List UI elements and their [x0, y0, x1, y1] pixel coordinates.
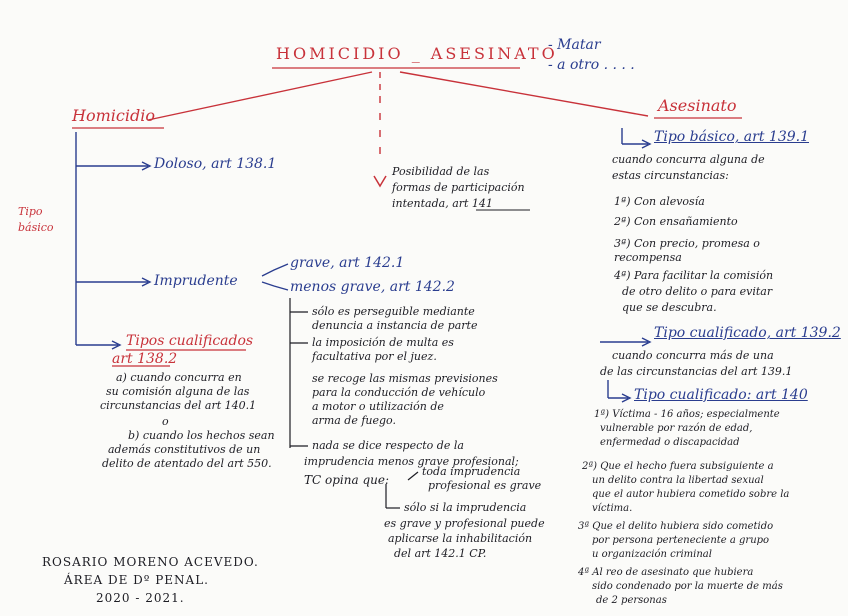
left-cualificados-title: Tipos cualificados [126, 333, 254, 349]
circ-item: 2ª) Con ensañamiento [614, 215, 738, 228]
note-line: facultativa por el juez. [312, 350, 437, 363]
art140-line: que el autor hubiera cometido sobre la [592, 489, 790, 500]
art140-line: u organización criminal [592, 549, 712, 560]
circ-item: 3ª) Con precio, promesa o [614, 237, 760, 250]
circ-item: de otro delito o para evitar [622, 285, 773, 298]
art140-line: 4ª Al reo de asesinato que hubiera [578, 567, 754, 578]
art140-line: sido condenado por la muerte de más [592, 581, 783, 592]
note-line: sólo es perseguible mediante [312, 305, 475, 318]
basico-intro: cuando concurra alguna de [612, 153, 765, 166]
note-line: denuncia a instancia de parte [312, 319, 478, 332]
cualificado-o: o [162, 415, 169, 428]
tc-point: es grave y profesional puede [384, 517, 545, 530]
homicidio-heading: Homicidio [72, 106, 155, 125]
art140-line: por persona perteneciente a grupo [592, 535, 770, 546]
asesinato-cualificado-140: Tipo cualificado: art 140 [634, 387, 808, 403]
title-note-1: - Matar [548, 37, 601, 53]
cualificado-b: b) cuando los hechos sean [128, 429, 275, 442]
art140-line: víctima. [592, 503, 633, 514]
art140-line: de 2 personas [596, 595, 667, 606]
tc-point: toda imprudencia [422, 465, 521, 478]
cualificado-text: cuando concurra más de una [612, 349, 774, 362]
cualificado-a: a) cuando concurra en [116, 371, 242, 384]
circ-item: 1ª) Con alevosía [614, 195, 705, 208]
page-title: HOMICIDIO _ ASESINATO [276, 44, 558, 63]
art140-line: 2ª) Que el hecho fuera subsiguiente a [582, 461, 774, 472]
imprudente-menos-grave: menos grave, art 142.2 [290, 279, 455, 295]
tc-point: profesional es grave [428, 479, 542, 492]
tc-point: aplicarse la inhabilitación [388, 532, 533, 545]
tc-opina: TC opina que: [304, 473, 389, 487]
tc-point: del art 142.1 CP. [394, 547, 487, 560]
basico-intro: estas circunstancias: [612, 169, 729, 182]
art140-line: enfermedad o discapacidad [600, 437, 740, 448]
asesinato-heading: Asesinato [658, 96, 737, 115]
art140-line: 3ª Que el delito hubiera sido cometido [578, 521, 774, 532]
circ-item: recompensa [614, 251, 682, 264]
note-line: a motor o utilización de [312, 400, 444, 413]
imprudente-grave: grave, art 142.1 [290, 255, 405, 271]
center-note: Posibilidad de las [392, 165, 490, 178]
circ-item: que se descubra. [622, 301, 717, 314]
cualificado-b: delito de atentado del art 550. [102, 457, 272, 470]
center-note: formas de participación [392, 181, 525, 194]
tc-point: sólo si la imprudencia [404, 501, 527, 514]
asesinato-basico: Tipo básico, art 139.1 [654, 129, 809, 145]
doloso-item: Doloso, art 138.1 [154, 156, 277, 172]
title-note-2: - a otro . . . . [548, 57, 635, 73]
note-line: para la conducción de vehículo [312, 386, 486, 399]
cualificado-b: además constitutivos de un [108, 443, 261, 456]
note-line: nada se dice respecto de la [312, 439, 464, 452]
center-note: intentada, art 141 [392, 197, 493, 210]
note-line: arma de fuego. [312, 414, 396, 427]
imprudente-item: Imprudente [154, 273, 238, 289]
cualificado-a: su comisión alguna de las [106, 385, 250, 398]
tipo-basico-label-2: básico [18, 221, 54, 234]
note-line: se recoge las mismas previsiones [312, 372, 498, 385]
art140-line: 1ª) Víctima - 16 años; especialmente [594, 409, 780, 420]
note-line: la imposición de multa es [312, 336, 454, 349]
cualificado-text: de las circunstancias del art 139.1 [600, 365, 793, 378]
circ-item: 4ª) Para facilitar la comisión [614, 269, 774, 282]
tipo-basico-label-1: Tipo [18, 205, 43, 218]
note-line: imprudencia menos grave profesional; [304, 455, 519, 468]
signature-area: ÁREA DE Dº PENAL. [64, 573, 209, 587]
left-cualificados-art: art 138.2 [112, 351, 178, 367]
art140-line: un delito contra la libertad sexual [592, 475, 764, 486]
art140-line: vulnerable por razón de edad, [600, 423, 753, 434]
signature-year: 2020 - 2021. [96, 591, 185, 605]
asesinato-cualificado: Tipo cualificado, art 139.2 [654, 325, 841, 341]
cualificado-a: circunstancias del art 140.1 [100, 399, 257, 412]
signature-name: ROSARIO MORENO ACEVEDO. [42, 555, 259, 569]
